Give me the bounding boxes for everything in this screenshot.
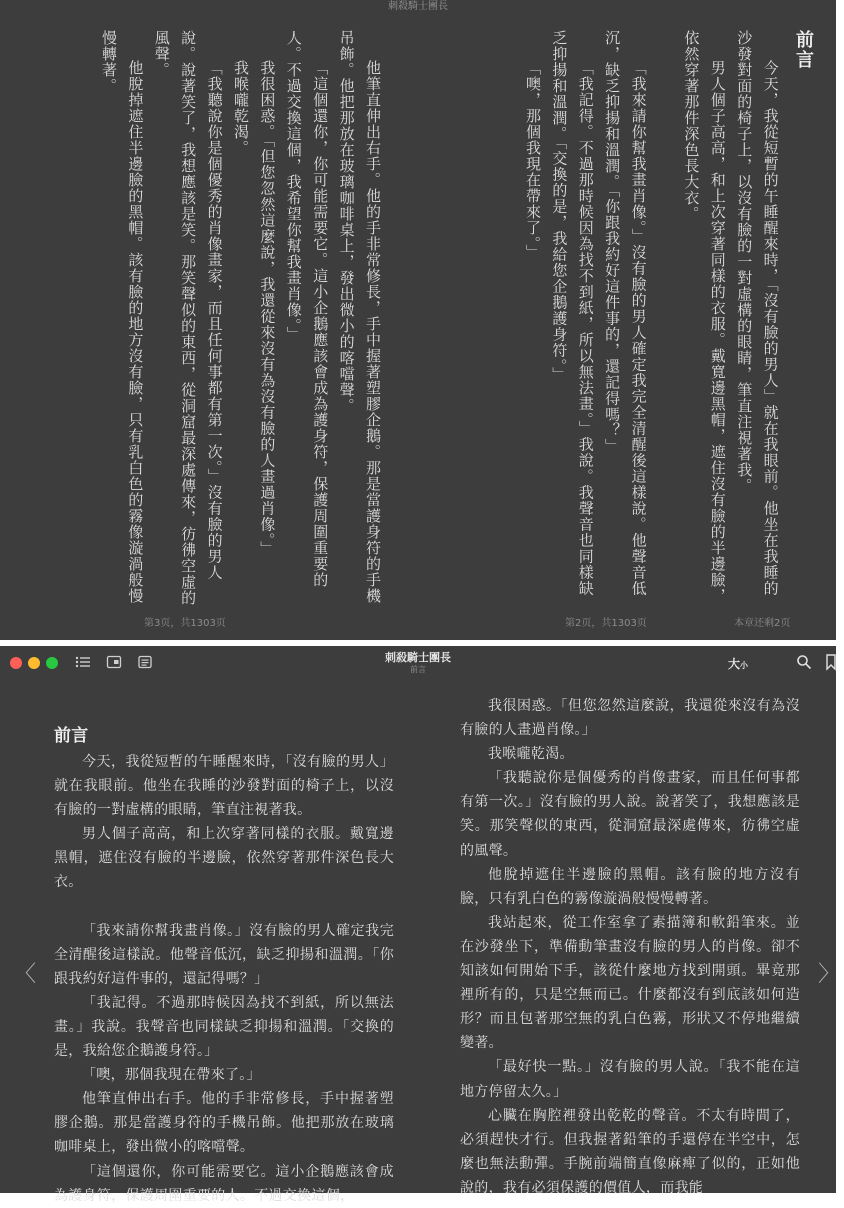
paragraph: 「我來請你幫我畫肖像。」沒有臉的男人確定我完全清醒後這樣說。他聲音低沉，缺乏抑揚和溫潤。「你跟我約好這件事的，還記得嗎？」 [54, 922, 394, 987]
chapter-heading: 前言 [793, 30, 814, 70]
paragraph: 他筆直伸出右手。他的手非常修長，手中握著塑膠企鵝。那是當護身符的手機吊飾。他把那放在玻璃咖啡桌上，發出微小的喀噹聲。 [337, 30, 382, 604]
previous-page-arrow[interactable]: 〈 [14, 962, 37, 987]
bookmark-icon[interactable] [826, 654, 844, 672]
page-number-right: 第2页，共1303页 [565, 618, 647, 629]
paragraph: 他脫掉遮住半邊臉的黑帽。該有臉的地方沒有臉，只有乳白色的霧像漩渦般慢慢轉著。 [460, 866, 800, 907]
page-number-left: 第3页，共1303页 [144, 618, 226, 629]
paragraph: 「我聽說你是個優秀的肖像畫家，而且任何事都有第一次。」沒有臉的男人說。說著笑了，我想應該是笑。那笑聲似的東西，從洞窟最深處傳來，彷彿空虛的風聲。 [152, 30, 224, 606]
font-size-large-label: 大 [728, 657, 741, 671]
paragraph: 今天，我從短暫的午睡醒來時，「沒有臉的男人」就在我眼前。他坐在我睡的沙發對面的椅子上，以沒有臉的一對虛構的眼睛，筆直注視著我。 [54, 754, 394, 819]
paragraph: 「我記得。不過那時候因為找不到紙，所以無法畫。」我說。我聲音也同樣缺乏抑揚和溫潤。「交換的是，我給您企鵝護身符。」 [54, 994, 394, 1060]
paragraph: 男人個子高高，和上次穿著同樣的衣服。戴寬邊黑帽，遮住沒有臉的半邊臉，依然穿著那件深色長大衣。 [54, 826, 394, 891]
paragraph: 「最好快一點。」沒有臉的男人說。「我不能在這地方停留太久。」 [460, 1059, 800, 1100]
paragraph: 我很困惑。「但您忽然這麼說，我還從來沒有為沒有臉的人畫過肖像。」 [460, 698, 800, 739]
left-page [1, 30, 386, 610]
chapter-heading: 前言 [54, 726, 89, 746]
paragraph: 「噢，那個我現在帶來了。」 [82, 1067, 261, 1084]
paragraph: 心臟在胸腔裡發出乾乾的聲音。不太有時間了，必須趕快才行。但我握著鉛筆的手還停在半空中，怎麼也無法動彈。手腕前端簡直像麻痺了似的，正如他說的，我有必須保護的價值人，而我能 [460, 1107, 800, 1196]
paragraph: 「我聽說你是個優秀的肖像畫家，而且任何事都有第一次。」沒有臉的男人說。說著笑了，我想應該是笑。那笑聲似的東西，從洞窟最深處傳來，彷彿空虛的風聲。 [460, 770, 800, 859]
chapter-remaining: 本章还剩2页 [734, 618, 791, 629]
paragraph: 「我來請你幫我畫肖像。」沒有臉的男人確定我完全清醒後這樣說。他聲音低沉，缺乏抑揚和溫潤。「你跟我約好這件事的，還記得嗎？」 [603, 30, 648, 597]
paragraph: 「我記得。不過那時候因為找不到紙，所以無法畫。」我說。我聲音也同樣缺乏抑揚和溫潤。「交換的是，我給您企鵝護身符。」 [550, 30, 595, 597]
paragraph: 男人個子高高，和上次穿著同樣的衣服。戴寬邊黑帽，遮住沒有臉的半邊臉，依然穿著那件深色長大衣。 [682, 30, 727, 604]
window-title: 刺殺騎士團長 [385, 651, 451, 664]
next-page-arrow[interactable]: 〉 [818, 962, 841, 987]
left-column [54, 684, 394, 1204]
right-column [460, 684, 800, 1196]
paragraph: 「噢，那個我現在帶來了。」 [523, 60, 542, 261]
right-page [441, 30, 816, 610]
paragraph: 他脫掉遮住半邊臉的黑帽。該有臉的地方沒有臉，只有乳白色的霧像漩渦般慢慢轉著。 [99, 30, 145, 604]
paragraph: 他筆直伸出右手。他的手非常修長，手中握著塑膠企鵝。那是當護身符的手機吊飾。他把那放在玻璃咖啡桌上，發出微小的喀噹聲。 [54, 1091, 394, 1156]
font-size-small-label: 小 [740, 661, 749, 670]
font-size-button[interactable] [728, 655, 748, 672]
paragraph: 我喉嚨乾渴。 [488, 746, 574, 763]
horizontal-reader-panel [0, 646, 841, 1204]
paragraph: 「這個還你，你可能需要它。這小企鵝應該會成為護身符，保護周圍重要的人。不過交換這個， [54, 1163, 394, 1204]
paragraph: 我站起來，從工作室拿了素描簿和軟鉛筆來。並在沙發坐下，準備動筆畫沒有臉的男人的肖像。卻不知該如何開始下手，該從什麼地方找到開頭。畢竟那裡所有的，只是空無而已。什麼都沒有到底該如何造形？而且包著那空無的乳白色霧，形狀又不停地繼續變著。 [460, 914, 800, 1052]
paragraph: 今天，我從短暫的午睡醒來時，「沒有臉的男人」就在我眼前。他坐在我睡的沙發對面的椅子上，以沒有臉的一對虛構的眼睛，筆直注視著我。 [735, 30, 780, 597]
search-icon[interactable] [796, 654, 814, 672]
paragraph: 我喉嚨乾渴。 [231, 60, 250, 156]
book-title: 刺殺騎士團長 [388, 1, 448, 12]
window-toolbar [0, 646, 836, 682]
paragraph: 「這個還你，你可能需要它。這小企鵝應該會成為護身符，保護周圍重要的人。不過交換這個，我希望你幫我畫肖像。」 [284, 30, 330, 588]
window-subtitle: 前言 [410, 665, 426, 674]
paragraph: 我很困惑。「但您忽然這麼說，我還從來沒有為沒有臉的人畫過肖像。」 [258, 60, 277, 557]
